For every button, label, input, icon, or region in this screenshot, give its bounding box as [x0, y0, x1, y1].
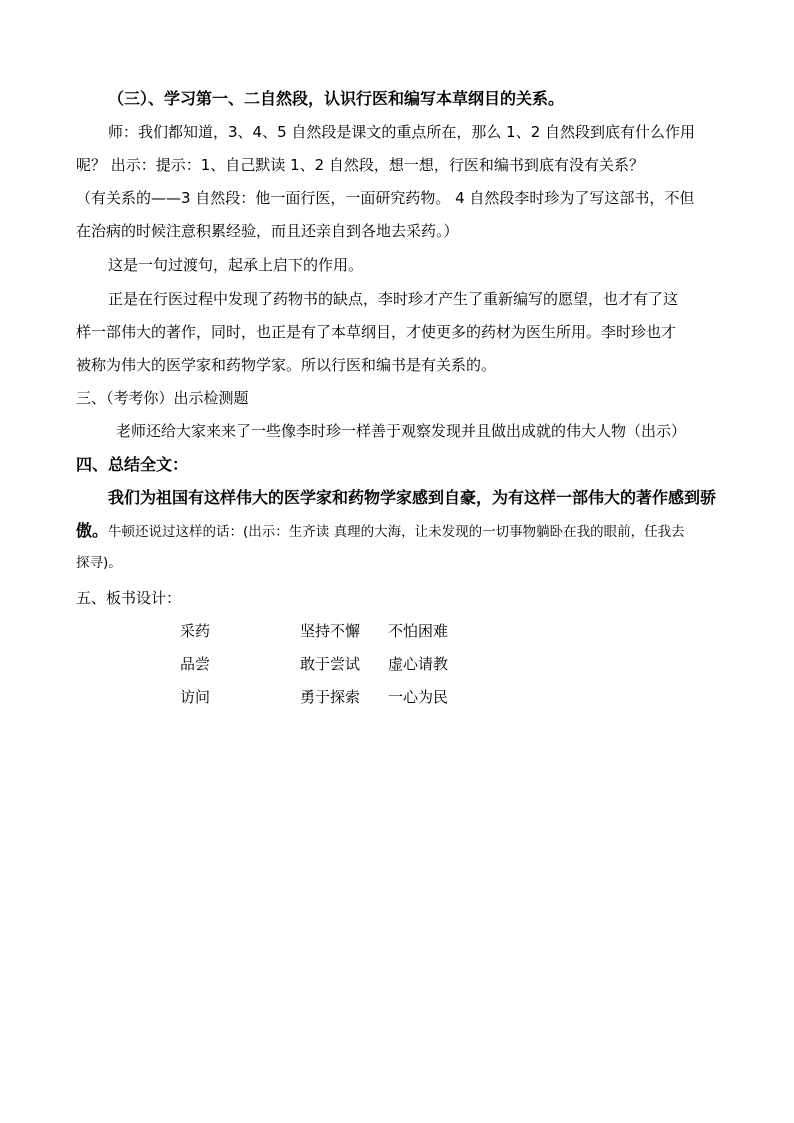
newton-quote-line: 牛顿还说过这样的话：(出示：生齐读 真理的大海，让未发现的一切事物躺卧在我的眼前，任我去	[108, 524, 685, 540]
summary-bold-line-1: 我们为祖国有这样伟大的医学家和药物学家感到自豪，为有这样一部伟大的著作感到骄	[108, 488, 717, 507]
paragraph-line-3: 被称为伟大的医学家和药物学家。所以行医和编书是有关系的。	[76, 356, 497, 374]
section3-heading: （三）、学习第一、二自然段，认识行医和编写本草纲目的关系。	[108, 89, 565, 108]
board-item: 一心为民	[388, 688, 449, 706]
board-item: 勇于探索	[300, 688, 361, 706]
paragraph-line-2: 样一部伟大的著作，同时，也正是有了本草纲目，才使更多的药材为医生所用。李时珍也才	[76, 323, 677, 341]
board-item: 访问	[180, 688, 211, 706]
board-item: 敢于尝试	[300, 655, 361, 673]
board-item: 虚心请教	[388, 655, 449, 673]
board-item: 坚持不懈	[300, 622, 361, 640]
teacher-line-2: 呢？ 出示：提示：1、自己默读 1、2 自然段，想一想，行医和编书到底有没有关系？	[76, 156, 644, 174]
board-item: 采药	[180, 622, 211, 640]
answer-line-1: （有关系的——3 自然段：他一面行医，一面研究药物。 4 自然段李时珍为了写这部书，不但	[76, 189, 695, 207]
section-four-heading: 四、总结全文：	[76, 455, 189, 474]
transition-sentence: 这是一句过渡句，起承上启下的作用。	[108, 256, 364, 274]
board-item: 品尝	[180, 655, 211, 673]
section-five-heading: 五、板书设计：	[76, 589, 182, 607]
summary-line-2	[76, 520, 685, 543]
section-three-heading: 三、（考考你）出示检测题	[76, 389, 249, 407]
teacher-line-1: 师：我们都知道，3、4、5 自然段是课文的重点所在，那么 1、2 自然段到底有什么作用	[108, 123, 696, 141]
paragraph-line-1: 正是在行医过程中发现了药物书的缺点，李时珍才产生了重新编写的愿望，也才有了这	[108, 290, 679, 308]
summary-bold-start: 傲。	[76, 521, 109, 540]
board-item: 不怕困难	[388, 622, 449, 640]
answer-line-2: 在治病的时候注意积累经验，而且还亲自到各地去采药。）	[76, 222, 459, 240]
summary-line-3: 探寻)。	[76, 555, 122, 571]
section-three-line: 老师还给大家来来了一些像李时珍一样善于观察发现并且做出成就的伟大人物（出示）	[116, 422, 687, 440]
